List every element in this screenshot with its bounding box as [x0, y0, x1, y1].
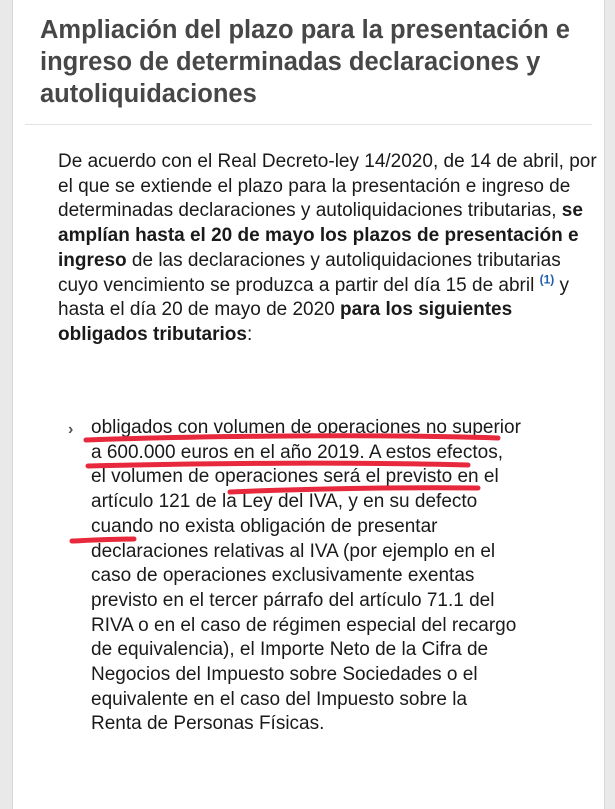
article-card	[12, 0, 605, 809]
page-title: Ampliación del plazo para la presentación e ingreso de determinadas declaraciones y autoliquidaciones	[40, 16, 570, 108]
chevron-right-icon: ›	[68, 421, 74, 438]
list-item: obligados con volumen de operaciones no superior a 600.000 euros en el año 2019. A estos efectos, el volumen de operaciones será el previsto en el artículo 121 de la Ley del IVA, y en su defecto cuando no exista obligación de presentar declaraciones relativas al IVA (por ejemplo en el caso de operaciones exclusivamente exentas previsto en el tercer párrafo del artículo 71.1 del RIVA o en el caso de régimen especial del recargo de equivalencia), el Importe Neto de la Cifra de Negocios del Impuesto sobre Sociedades o el equivalente en el caso del Impuesto sobre la Renta de Personas Físicas.	[91, 417, 521, 735]
intro-text-4: :	[246, 323, 253, 345]
intro-paragraph	[58, 150, 598, 348]
intro-bold-1: se amplían hasta el 20 de mayo los plazos de presentación e ingreso	[58, 200, 583, 271]
intro-text-1: De acuerdo con el Real Decreto-ley 14/2020, de 14 de abril, por el que se extiende el plazo para la presentación e ingreso de determinadas declaraciones y autoliquidaciones tributarias,	[58, 151, 597, 222]
intro-bold-2: para los siguientes obligados tributarios	[58, 299, 513, 345]
intro-text-2: de las declaraciones y autoliquidaciones tributarias cuyo vencimiento se produzca a partir del día 15 de abril	[58, 249, 561, 296]
title-divider	[25, 124, 592, 125]
intro-text-3: y hasta el día 20 de mayo de 2020	[58, 274, 570, 321]
footnote-link[interactable]: (1)	[539, 272, 555, 287]
